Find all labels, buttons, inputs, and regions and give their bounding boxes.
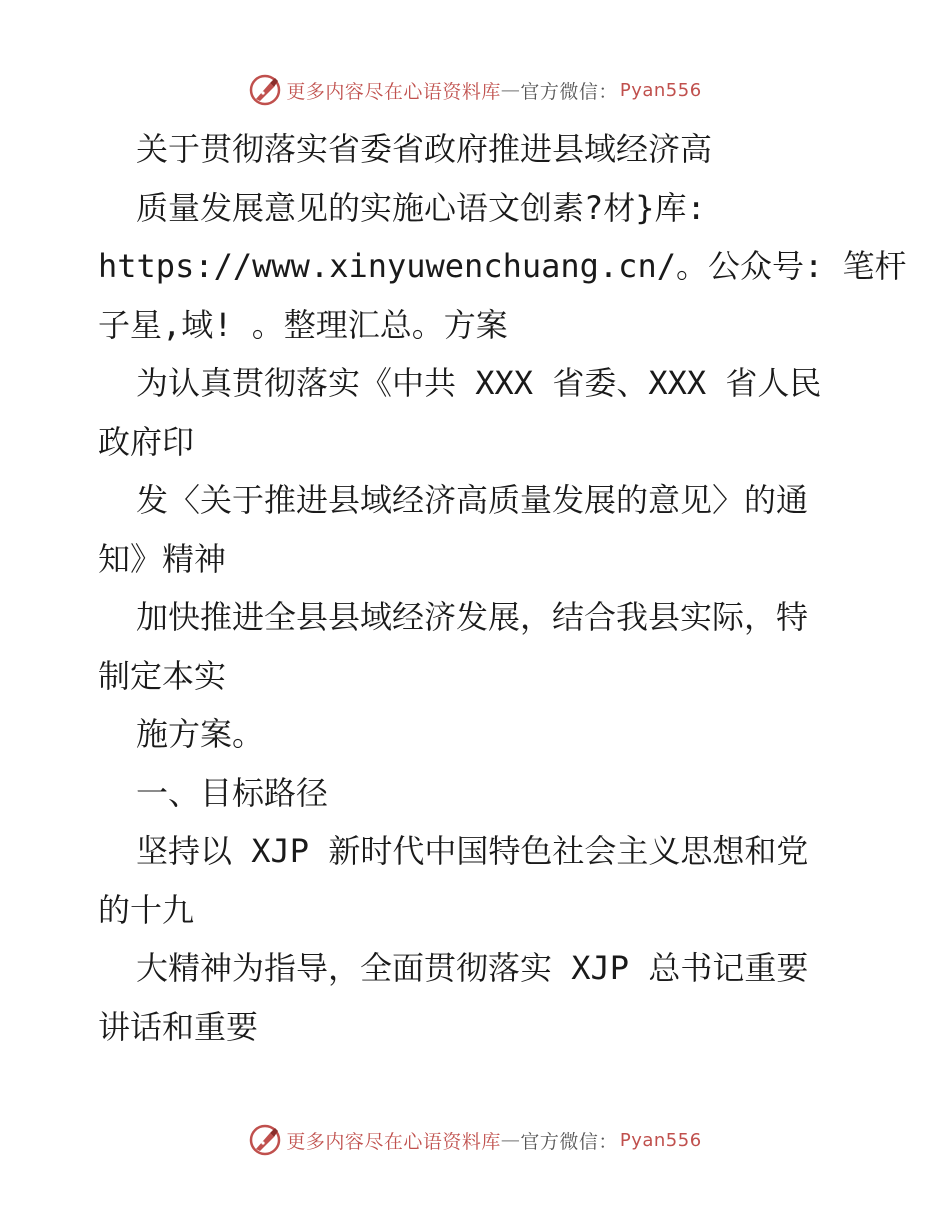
page-header-banner (0, 70, 950, 110)
doc-line: 坚持以 XJP 新时代中国特色社会主义思想和党 (136, 832, 809, 870)
footer-wechat-label: 官方微信： (520, 1130, 618, 1153)
header-wechat-id: Pyan556 (619, 79, 702, 101)
doc-line: 大精神为指导，全面贯彻落实 XJP 总书记重要 (136, 949, 809, 987)
header-dash: — (500, 79, 521, 101)
doc-line: https://www.xinyuwenchuang.cn/。公众号: 笔杆 (98, 247, 907, 285)
doc-line: 讲话和重要 (98, 1007, 259, 1046)
doc-line: 施方案。 (136, 715, 265, 753)
doc-line: 为认真贯彻落实《中共 XXX 省委、XXX 省人民 (136, 364, 822, 402)
doc-line: 政府印 (98, 422, 195, 461)
doc-line: 子星,域! 。整理汇总。方案 (98, 305, 508, 344)
doc-line: 质量发展意见的实施心语文创素?材}库: (136, 188, 706, 227)
footer-wechat-id: Pyan556 (619, 1129, 702, 1151)
doc-line: 制定本实 (98, 656, 227, 695)
doc-line: 知》精神 (98, 539, 227, 578)
header-brand-text: 更多内容尽在心语资料库 (286, 80, 501, 103)
doc-line: 加快推进全县县域经济发展，结合我县实际，特 (136, 598, 809, 636)
pen-nib-circle-icon (248, 1123, 282, 1157)
doc-line: 关于贯彻落实省委省政府推进县域经济高 (136, 130, 713, 168)
page-footer-banner (0, 1120, 950, 1160)
pen-nib-circle-icon (248, 73, 282, 107)
doc-line: 的十九 (98, 890, 195, 929)
footer-brand-text: 更多内容尽在心语资料库 (286, 1130, 501, 1153)
document-body (98, 120, 907, 1056)
header-wechat-label: 官方微信： (520, 80, 618, 103)
doc-line: 一、目标路径 (136, 773, 329, 812)
doc-line: 发〈关于推进县域经济高质量发展的意见〉的通 (136, 481, 809, 519)
footer-dash: — (500, 1129, 521, 1151)
